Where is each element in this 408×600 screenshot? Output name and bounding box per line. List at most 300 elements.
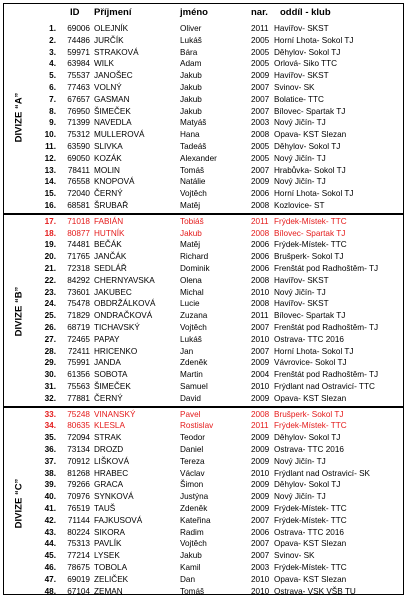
club-name: Havířov- SKST (274, 275, 329, 285)
club-name: Kozlovice- ST (274, 201, 325, 210)
player-surname: HUTNÍK (94, 228, 125, 238)
birth-year: 2007 (251, 165, 270, 175)
club-name: Děhylov- Sokol TJ (274, 142, 341, 151)
player-id: 73601 (67, 287, 90, 297)
birth-year: 2008 (251, 409, 270, 419)
row-number: 38. (44, 468, 56, 478)
player-id: 71144 (67, 515, 90, 525)
row-number: 32. (44, 393, 56, 403)
player-name: Hana (180, 130, 200, 140)
row-number: 9. (49, 118, 56, 128)
row-number: 47. (44, 574, 56, 584)
header-club: oddíl - klub (280, 7, 331, 18)
player-surname: VINANSKÝ (94, 409, 136, 419)
row-number: 33. (44, 409, 56, 419)
player-name: Matěj (180, 201, 201, 210)
club-name: Horní Lhota- Sokol TJ (274, 346, 354, 356)
birth-year: 2009 (251, 177, 270, 187)
player-name: Kamil (180, 562, 201, 572)
club-name: Ostrava- TTC 2016 (274, 444, 344, 454)
player-name: Matyáš (180, 118, 207, 128)
player-id: 75313 (67, 539, 90, 549)
row-number: 28. (44, 346, 56, 356)
table-row (4, 70, 403, 82)
player-id: 77463 (67, 83, 90, 92)
player-name: Matěj (180, 240, 201, 250)
row-number: 2. (49, 35, 56, 45)
club-name: Ostrava- VSK VŠB TU (274, 586, 356, 596)
birth-year: 2008 (251, 228, 270, 238)
row-number: 13. (44, 165, 56, 175)
player-id: 68719 (67, 322, 90, 332)
player-surname: STRAK (94, 433, 122, 443)
player-surname: JANČÁK (94, 252, 127, 262)
table-row (4, 369, 403, 381)
table-row (4, 310, 403, 322)
table-header (4, 4, 403, 22)
player-surname: ONDRAČKOVÁ (94, 311, 153, 321)
row-number: 12. (44, 153, 56, 163)
player-name: Dominik (180, 263, 210, 273)
birth-year: 2007 (251, 539, 270, 549)
table-row (4, 298, 403, 310)
player-id: 75312 (67, 130, 90, 140)
player-name: Kateřina (180, 515, 211, 525)
row-number: 23. (44, 287, 56, 297)
player-surname: CHERNYAVSKA (94, 275, 155, 285)
club-name: Frenštát pod Radhoštěm- TJ (274, 263, 379, 273)
player-name: Zuzana (180, 311, 208, 321)
row-number: 17. (44, 216, 56, 226)
player-surname: GASMAN (94, 94, 130, 104)
club-name: Svinov- SK (274, 551, 315, 561)
table-row (4, 432, 403, 444)
birth-year: 2011 (251, 311, 269, 321)
birth-year: 2009 (251, 433, 270, 443)
player-name: Bára (180, 47, 198, 57)
club-name: Opava- KST Slezan (274, 574, 347, 584)
birth-year: 2007 (251, 83, 270, 92)
player-name: Teodor (180, 433, 206, 443)
table-row (4, 176, 403, 188)
player-id: 69006 (67, 24, 90, 33)
table-row (4, 322, 403, 334)
club-name: Bolatice- TTC (274, 94, 324, 104)
table-row (4, 550, 403, 562)
birth-year: 2006 (251, 240, 270, 250)
birth-year: 2009 (251, 71, 270, 81)
row-number: 45. (44, 551, 56, 561)
club-name: Vávrovice- Sokol TJ (274, 358, 347, 368)
club-name: Opava- KST Slezan (274, 393, 347, 403)
row-number: 31. (44, 381, 56, 391)
club-name: Bílovec- Spartak TJ (274, 228, 346, 238)
player-id: 76519 (67, 503, 90, 513)
club-name: Opava- KST Slezan (274, 539, 347, 549)
birth-year: 2003 (251, 118, 270, 128)
player-name: Tomáš (180, 165, 205, 175)
table-row (4, 538, 403, 550)
player-name: Justýna (180, 492, 209, 502)
player-surname: HRABEC (94, 468, 129, 478)
birth-year: 2009 (251, 358, 270, 368)
row-number: 30. (44, 370, 56, 380)
birth-year: 2005 (251, 47, 270, 57)
birth-year: 2010 (251, 468, 270, 478)
player-id: 72318 (67, 263, 90, 273)
birth-year: 2007 (251, 551, 270, 561)
club-name: Děhylov- Sokol TJ (274, 47, 341, 57)
row-number: 41. (44, 503, 56, 513)
player-id: 61356 (67, 370, 90, 380)
table-row (4, 58, 403, 70)
player-id: 78411 (67, 165, 90, 175)
player-surname: JAKUBEC (94, 287, 132, 297)
player-name: Václav (180, 468, 205, 478)
birth-year: 2006 (251, 252, 270, 262)
birth-year: 2005 (251, 142, 270, 151)
player-id: 71399 (67, 118, 90, 128)
row-number: 35. (44, 433, 56, 443)
player-name: Vojtěch (180, 539, 207, 549)
birth-year: 2006 (251, 263, 270, 273)
club-name: Frýdek-Místek- TTC (274, 503, 347, 513)
table-row (4, 106, 403, 118)
club-name: Frýdek-Místek- TTC (274, 240, 347, 250)
players-table (3, 3, 404, 595)
table-row (4, 129, 403, 141)
player-name: Lucie (180, 299, 200, 309)
row-number: 14. (44, 177, 56, 187)
division-label-text: DIVIZE “B” (13, 286, 25, 336)
table-row (4, 263, 403, 275)
club-name: Nový Jičín- TJ (274, 492, 326, 502)
birth-year: 2006 (251, 527, 270, 537)
table-row (4, 393, 403, 405)
row-number: 39. (44, 480, 56, 490)
table-row (4, 586, 403, 598)
table-row (4, 188, 403, 200)
row-number: 10. (44, 130, 56, 140)
player-surname: TOBOLA (94, 562, 128, 572)
table-row (4, 468, 403, 480)
player-surname: JANOŠEC (94, 71, 133, 81)
player-id: 71018 (67, 216, 90, 226)
player-name: Tadeáš (180, 142, 207, 151)
club-name: Nový Jičín- TJ (274, 456, 326, 466)
row-number: 18. (44, 228, 56, 238)
player-name: Jakub (180, 551, 202, 561)
birth-year: 2008 (251, 275, 270, 285)
player-name: Jakub (180, 83, 202, 92)
club-name: Frenštát pod Radhoštěm- TJ (274, 322, 379, 332)
row-number: 44. (44, 539, 56, 549)
player-name: Richard (180, 252, 209, 262)
player-surname: LYSEK (94, 551, 120, 561)
player-name: Michal (180, 287, 204, 297)
row-number: 48. (44, 586, 56, 596)
table-row (4, 251, 403, 263)
player-id: 67104 (67, 586, 90, 596)
birth-year: 2005 (251, 59, 270, 69)
player-surname: PAPAY (94, 334, 120, 344)
player-surname: SIKORA (94, 527, 125, 537)
player-name: Vojtěch (180, 322, 207, 332)
birth-year: 2009 (251, 503, 270, 513)
player-name: Jakub (180, 228, 202, 238)
birth-year: 2008 (251, 299, 270, 309)
club-name: Hrabůvka- Sokol TJ (274, 165, 346, 175)
player-surname: ČERNÝ (94, 393, 123, 403)
birth-year: 2010 (251, 586, 270, 596)
row-number: 34. (44, 421, 56, 431)
club-name: Orlová- Siko TTC (274, 59, 338, 69)
row-number: 36. (44, 444, 56, 454)
club-name: Nový Jičín- TJ (274, 153, 326, 163)
player-name: Lukáš (180, 35, 202, 45)
birth-year: 2007 (251, 106, 270, 116)
player-name: Šimon (180, 480, 204, 490)
player-id: 59971 (67, 47, 90, 57)
division-label-text: DIVIZE “A” (13, 92, 25, 143)
player-surname: MULLEROVÁ (94, 130, 145, 140)
club-name: Havířov- SKST (274, 71, 329, 81)
player-surname: KLESLA (94, 421, 125, 431)
birth-year: 2006 (251, 189, 270, 199)
player-surname: JURČÍK (94, 35, 124, 45)
player-surname: JANDA (94, 358, 121, 368)
player-name: Jakub (180, 71, 202, 81)
row-number: 19. (44, 240, 56, 250)
player-id: 70976 (67, 492, 90, 502)
player-id: 71765 (67, 252, 90, 262)
player-name: Samuel (180, 381, 208, 391)
player-id: 72411 (67, 346, 90, 356)
row-number: 8. (49, 106, 56, 116)
player-surname: ZEMAN (94, 586, 123, 596)
birth-year: 2010 (251, 287, 270, 297)
row-number: 43. (44, 527, 56, 537)
table-row (4, 200, 403, 212)
row-number: 26. (44, 322, 56, 332)
player-surname: FAJKUSOVÁ (94, 515, 143, 525)
row-number: 27. (44, 334, 56, 344)
player-surname: ŠIMEČEK (94, 381, 131, 391)
player-id: 72040 (67, 189, 90, 199)
player-id: 75991 (67, 358, 90, 368)
table-row (4, 444, 403, 456)
player-name: Jan (180, 346, 194, 356)
club-name: Havířov- SKST (274, 299, 329, 309)
player-surname: FABIÁN (94, 216, 124, 226)
player-surname: WILK (94, 59, 115, 69)
player-id: 84292 (67, 275, 90, 285)
row-number: 6. (49, 83, 56, 92)
row-number: 40. (44, 492, 56, 502)
table-row (4, 94, 403, 106)
club-name: Frýdlant nad Ostravicí- SK (274, 468, 371, 478)
player-id: 75478 (67, 299, 90, 309)
player-surname: DROZD (94, 444, 124, 454)
player-surname: KOZÁK (94, 153, 122, 163)
player-surname: SYNKOVÁ (94, 492, 134, 502)
player-surname: SLIVKA (94, 142, 123, 151)
player-id: 76558 (67, 177, 90, 187)
row-number: 22. (44, 275, 56, 285)
player-id: 75537 (67, 71, 90, 81)
player-surname: BEČÁK (94, 240, 122, 250)
player-surname: ZELIČEK (94, 574, 129, 584)
row-number: 4. (49, 59, 56, 69)
row-number: 11. (45, 142, 56, 151)
table-row (4, 239, 403, 251)
player-name: Tomáš (180, 586, 205, 596)
player-id: 69050 (67, 153, 90, 163)
player-name: Daniel (180, 444, 204, 454)
table-row (4, 527, 403, 539)
player-name: Zdeněk (180, 503, 208, 513)
table-row (4, 47, 403, 59)
player-name: Oliver (180, 24, 202, 33)
club-name: Svinov- SK (274, 83, 315, 92)
division-3 (4, 406, 403, 599)
club-name: Frýdek-Místek- TTC (274, 562, 347, 572)
player-surname: KNOPOVÁ (94, 177, 135, 187)
table-row (4, 35, 403, 47)
club-name: Frýdek-Místek- TTC (274, 421, 347, 431)
player-name: Jakub (180, 106, 202, 116)
player-id: 78675 (67, 562, 90, 572)
table-row (4, 381, 403, 393)
birth-year: 2003 (251, 562, 270, 572)
row-number: 3. (49, 47, 56, 57)
player-surname: ČERNÝ (94, 189, 123, 199)
row-number: 7. (49, 94, 56, 104)
club-name: Ostrava- TTC 2016 (274, 334, 344, 344)
birth-year: 2009 (251, 480, 270, 490)
club-name: Děhylov- Sokol TJ (274, 433, 341, 443)
player-name: Martin (180, 370, 203, 380)
table-row (4, 491, 403, 503)
birth-year: 2005 (251, 153, 270, 163)
player-id: 75563 (67, 381, 90, 391)
player-name: Dan (180, 574, 196, 584)
birth-year: 2004 (251, 370, 270, 380)
table-row (4, 479, 403, 491)
player-id: 72094 (67, 433, 90, 443)
row-number: 1. (49, 24, 56, 33)
player-id: 80877 (67, 228, 90, 238)
table-row (4, 515, 403, 527)
player-surname: TICHAVSKÝ (94, 322, 140, 332)
player-name: Tobiáš (180, 216, 204, 226)
player-id: 81268 (67, 468, 90, 478)
player-id: 73134 (67, 444, 90, 454)
player-id: 74481 (67, 240, 90, 250)
table-row (4, 574, 403, 586)
player-id: 74486 (67, 35, 90, 45)
division-label-text: DIVIZE “C” (13, 479, 25, 529)
table-row (4, 82, 403, 94)
row-number: 25. (44, 311, 56, 321)
player-id: 75248 (67, 409, 90, 419)
club-name: Děhylov- Sokol TJ (274, 480, 341, 490)
club-name: Nový Jičín- TJ (274, 287, 326, 297)
birth-year: 2011 (251, 24, 269, 33)
birth-year: 2007 (251, 346, 270, 356)
club-name: Bílovec- Spartak TJ (274, 106, 346, 116)
row-number: 29. (44, 358, 56, 368)
player-name: Vojtěch (180, 189, 207, 199)
player-id: 77214 (67, 551, 90, 561)
club-name: Horní Lhota- Sokol TJ (274, 35, 354, 45)
table-row (4, 165, 403, 177)
player-id: 80224 (67, 527, 90, 537)
birth-year: 2008 (251, 201, 270, 210)
player-surname: HRICENKO (94, 346, 138, 356)
player-id: 71829 (67, 311, 90, 321)
header-year: nar. (251, 7, 268, 18)
club-name: Opava- KST Slezan (274, 130, 347, 140)
table-row (4, 287, 403, 299)
player-id: 77881 (67, 393, 90, 403)
table-row (4, 456, 403, 468)
player-surname: LIŠKOVÁ (94, 456, 130, 466)
player-id: 67657 (67, 94, 90, 104)
header-surname: Příjmení (94, 7, 132, 18)
player-name: Jakub (180, 94, 202, 104)
division-1 (4, 22, 403, 213)
birth-year: 2009 (251, 393, 270, 403)
player-name: Tereza (180, 456, 205, 466)
birth-year: 2005 (251, 35, 270, 45)
club-name: Havířov- SKST (274, 24, 329, 33)
player-name: David (180, 393, 201, 403)
club-name: Frýdek-Místek- TTC (274, 216, 347, 226)
birth-year: 2009 (251, 444, 270, 454)
table-row (4, 216, 403, 228)
table-row (4, 117, 403, 129)
table-row (4, 346, 403, 358)
player-name: Alexander (180, 153, 217, 163)
player-surname: NAVEDLA (94, 118, 132, 128)
club-name: Nový Jičín- TJ (274, 118, 326, 128)
player-name: Natálie (180, 177, 206, 187)
player-surname: GRACA (94, 480, 124, 490)
player-id: 76950 (67, 106, 90, 116)
player-name: Lukáš (180, 334, 202, 344)
row-number: 21. (44, 263, 56, 273)
table-row (4, 420, 403, 432)
table-row (4, 409, 403, 421)
table-row (4, 503, 403, 515)
player-id: 72465 (67, 334, 90, 344)
player-id: 80635 (67, 421, 90, 431)
birth-year: 2007 (251, 515, 270, 525)
table-row (4, 153, 403, 165)
club-name: Brušperk- Sokol TJ (274, 252, 344, 262)
player-name: Adam (180, 59, 202, 69)
birth-year: 2009 (251, 492, 270, 502)
table-row (4, 228, 403, 240)
club-name: Nový Jičín- TJ (274, 177, 326, 187)
club-name: Frýdek-Místek- TTC (274, 515, 347, 525)
header-id: ID (70, 7, 80, 18)
row-number: 15. (44, 189, 56, 199)
player-surname: ŠRUBAŘ (94, 201, 129, 210)
header-name: jméno (180, 7, 208, 18)
player-id: 70912 (67, 456, 90, 466)
